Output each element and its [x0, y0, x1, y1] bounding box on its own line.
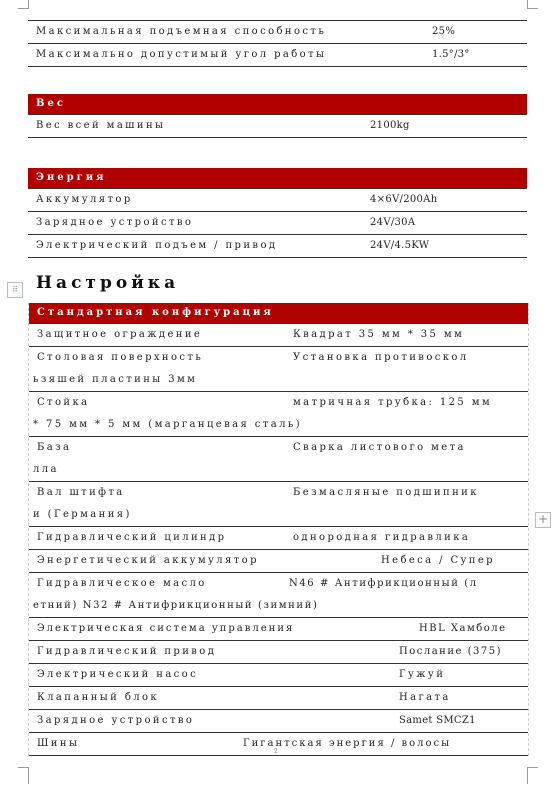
table-row [29, 527, 528, 550]
row-value: 2100kg [370, 120, 410, 131]
table-row [28, 235, 527, 258]
row-label: Стойка [37, 397, 90, 408]
row-label: Аккумулятор [36, 194, 133, 205]
table-row [29, 550, 528, 573]
row-label: Энергетический аккумулятор [37, 555, 259, 566]
row-label: Столовая поверхность [37, 352, 204, 363]
table-row [29, 618, 528, 641]
table-row [28, 189, 527, 212]
spec-table-top [28, 20, 527, 67]
row-value: 25% [432, 26, 456, 37]
table-row [29, 324, 528, 347]
table-row [28, 212, 527, 235]
section-header-energy: Энергия [28, 168, 527, 189]
row-label: Зарядное устройство [37, 715, 195, 726]
row-value-continued: ьзяшей пластины 3мм [33, 374, 198, 385]
crop-mark-top-right [527, 0, 538, 9]
row-label: Вал штифта [37, 487, 125, 498]
row-value: Нагата [399, 692, 451, 703]
row-value: Гужуй [399, 669, 446, 680]
row-value: Небеса / Супер [381, 555, 495, 566]
row-label: Шины [37, 738, 80, 749]
energy-table [28, 168, 527, 258]
section-header-weight: Вес [28, 94, 527, 115]
table-row [29, 641, 528, 664]
row-label: Максимальная подъемная способность [36, 26, 327, 37]
row-label: Вес всей машины [36, 120, 166, 131]
row-label: Клапанный блок [37, 692, 160, 703]
row-value: Установка противоскол [293, 352, 469, 363]
table-move-handle-icon[interactable]: ⠿ [7, 282, 23, 298]
table-row [29, 687, 528, 710]
row-value: однородная гидравлика [293, 532, 471, 543]
table-row [28, 20, 527, 44]
row-label: Электрическая система управления [37, 623, 295, 634]
table-row [29, 710, 528, 733]
add-row-plus-icon[interactable]: + [535, 512, 551, 528]
page-number: 2 [274, 748, 278, 755]
row-label: База [37, 442, 72, 453]
crop-mark-top-left [18, 0, 29, 9]
row-label: Максимально допустимый угол работы [36, 49, 327, 60]
table-row [28, 44, 527, 67]
row-label: Гидравлическое масло [37, 578, 207, 589]
crop-mark-bottom-right [527, 767, 538, 784]
row-label: Электрический подъем / привод [36, 240, 278, 251]
row-label: Гидравлический цилиндр [37, 532, 227, 543]
row-value: Гигантская энергия / волосы [243, 738, 452, 749]
row-value: 24V/4.5KW [370, 240, 430, 251]
row-value-continued: лла [33, 464, 59, 475]
row-value-continued: и (Германия) [33, 509, 132, 520]
table-row [29, 664, 528, 687]
row-value: матричная трубка: 125 мм [293, 397, 493, 408]
row-value: Квадрат 35 мм * 35 мм [293, 329, 465, 340]
config-table [28, 303, 529, 756]
weight-table [28, 94, 527, 138]
table-row [29, 573, 528, 618]
section-header-config: Стандартная конфигурация [29, 303, 528, 324]
row-value: N46 # Антифрикционный (л [289, 578, 478, 589]
table-row [29, 437, 528, 482]
table-row [29, 347, 528, 392]
row-value: 1.5°/3° [432, 49, 470, 60]
row-value: Сварка листового мета [293, 442, 466, 453]
row-value: Послание (375) [399, 646, 502, 657]
row-value: Безмасляные подшипник [293, 487, 479, 498]
row-value: HBL Хамболе [419, 623, 507, 634]
crop-mark-bottom-left [18, 767, 29, 784]
row-value: 4×6V/200Ah [370, 194, 438, 205]
table-row [29, 392, 528, 437]
row-label: Зарядное устройство [36, 217, 194, 228]
table-row [28, 115, 527, 138]
row-value: 24V/30A [370, 217, 416, 228]
row-label: Электрический насос [37, 669, 199, 680]
table-row [29, 733, 528, 756]
table-row [29, 482, 528, 527]
section-heading: Настройка [36, 273, 180, 293]
row-label: Защитное ограждение [37, 329, 203, 340]
row-value: Samet SMCZ1 [399, 715, 476, 726]
row-value-continued: * 75 мм * 5 мм (марганцевая сталь) [33, 419, 303, 430]
row-label: Гидравлический привод [37, 646, 217, 657]
row-value-continued: етний) N32 # Антифрикционный (зимний) [33, 600, 319, 611]
